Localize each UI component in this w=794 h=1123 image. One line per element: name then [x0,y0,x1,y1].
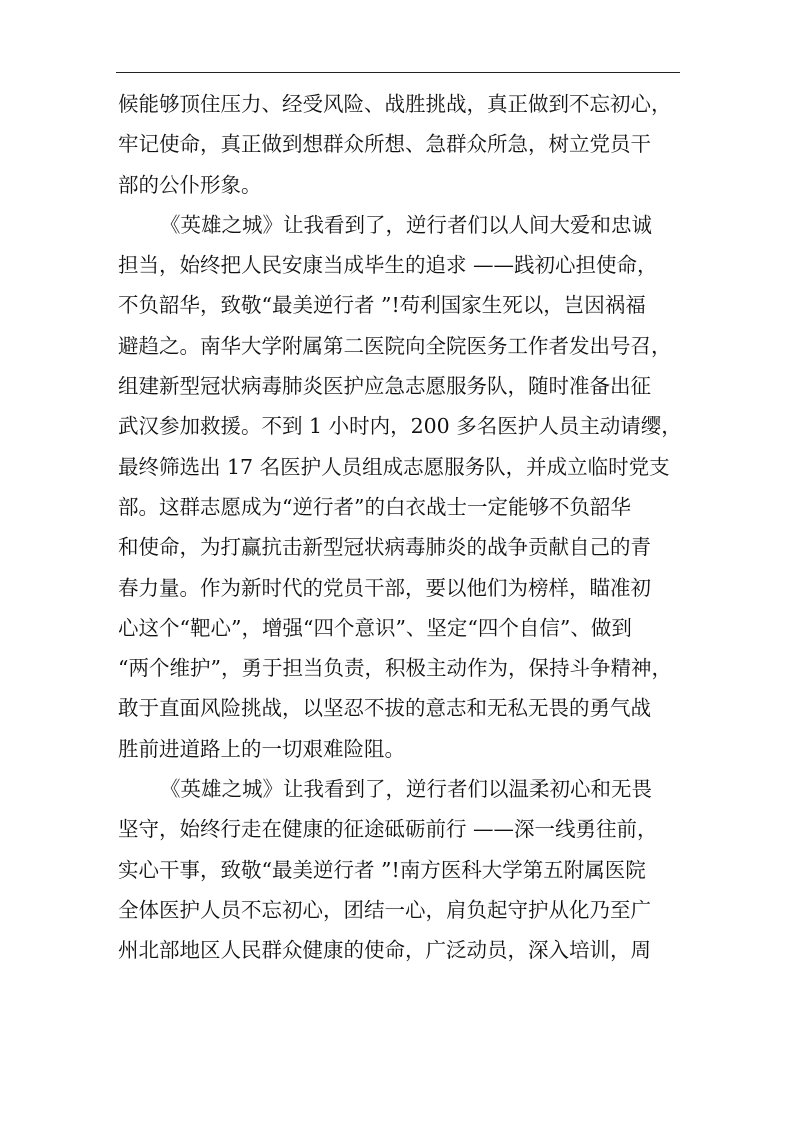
text-line: 担当，始终把人民安康当成毕生的追求 ——践初心担使命， [118,253,658,278]
text-line: 候能够顶住压力、经受风险、战胜挑战，真正做到不忘初心， [118,92,672,116]
text-line: 全体医护人员不忘初心，团结一心，肩负起守护从化乃至广 [118,897,651,922]
text-line: 和使命，为打赢抗击新型冠状病毒肺炎的战争贡献自己的青 [118,535,651,560]
text-line: 组建新型冠状病毒肺炎医护应急志愿服务队，随时准备出征 [118,374,651,399]
header-rule [116,72,680,73]
text-line: 春力量。作为新时代的党员干部，要以他们为榜样，瞄准初 [118,575,651,600]
text-line: 牢记使命，真正做到想群众所想、急群众所急，树立党员干 [118,132,651,157]
text-line: “两个维护”，勇于担当负责，积极主动作为，保持斗争精神， [118,656,672,681]
text-line: 部。这群志愿成为“逆行者”的白衣战士一定能够不负韶华 [118,494,631,519]
text-line: 部的公仆形象。 [118,172,262,197]
text-line: 实心干事，致敬“最美逆行者 ”!南方医科大学第五附属医院 [118,857,646,882]
text-line: 心这个“靶心”，增强“四个意识”、坚定“四个自信”、做到 [118,615,632,640]
text-line: 最终筛选出 17 名医护人员组成志愿服务队，并成立临时党支 [118,454,670,479]
text-line: 《英雄之城》让我看到了，逆行者们以人间大爱和忠诚 [160,212,652,237]
text-line: 避趋之。南华大学附属第二医院向全院医务工作者发出号召， [118,333,672,358]
text-line: 敢于直面风险挑战，以坚忍不拔的意志和无私无畏的勇气战 [118,696,651,721]
document-body [118,84,683,971]
text-line: 坚守，始终行走在健康的征途砥砺前行 ——深一线勇往前， [118,817,658,842]
text-line: 胜前进道路上的一切艰难险阻。 [118,736,405,761]
text-line: 《英雄之城》让我看到了，逆行者们以温柔初心和无畏 [160,777,652,802]
text-line: 不负韶华，致敬“最美逆行者 ”!苟利国家生死以，岂因祸福 [118,293,646,318]
text-line: 州北部地区人民群众健康的使命，广泛动员，深入培训，周 [118,938,651,963]
text-line: 武汉参加救援。不到 1 小时内，200 多名医护人员主动请缨， [118,414,682,439]
